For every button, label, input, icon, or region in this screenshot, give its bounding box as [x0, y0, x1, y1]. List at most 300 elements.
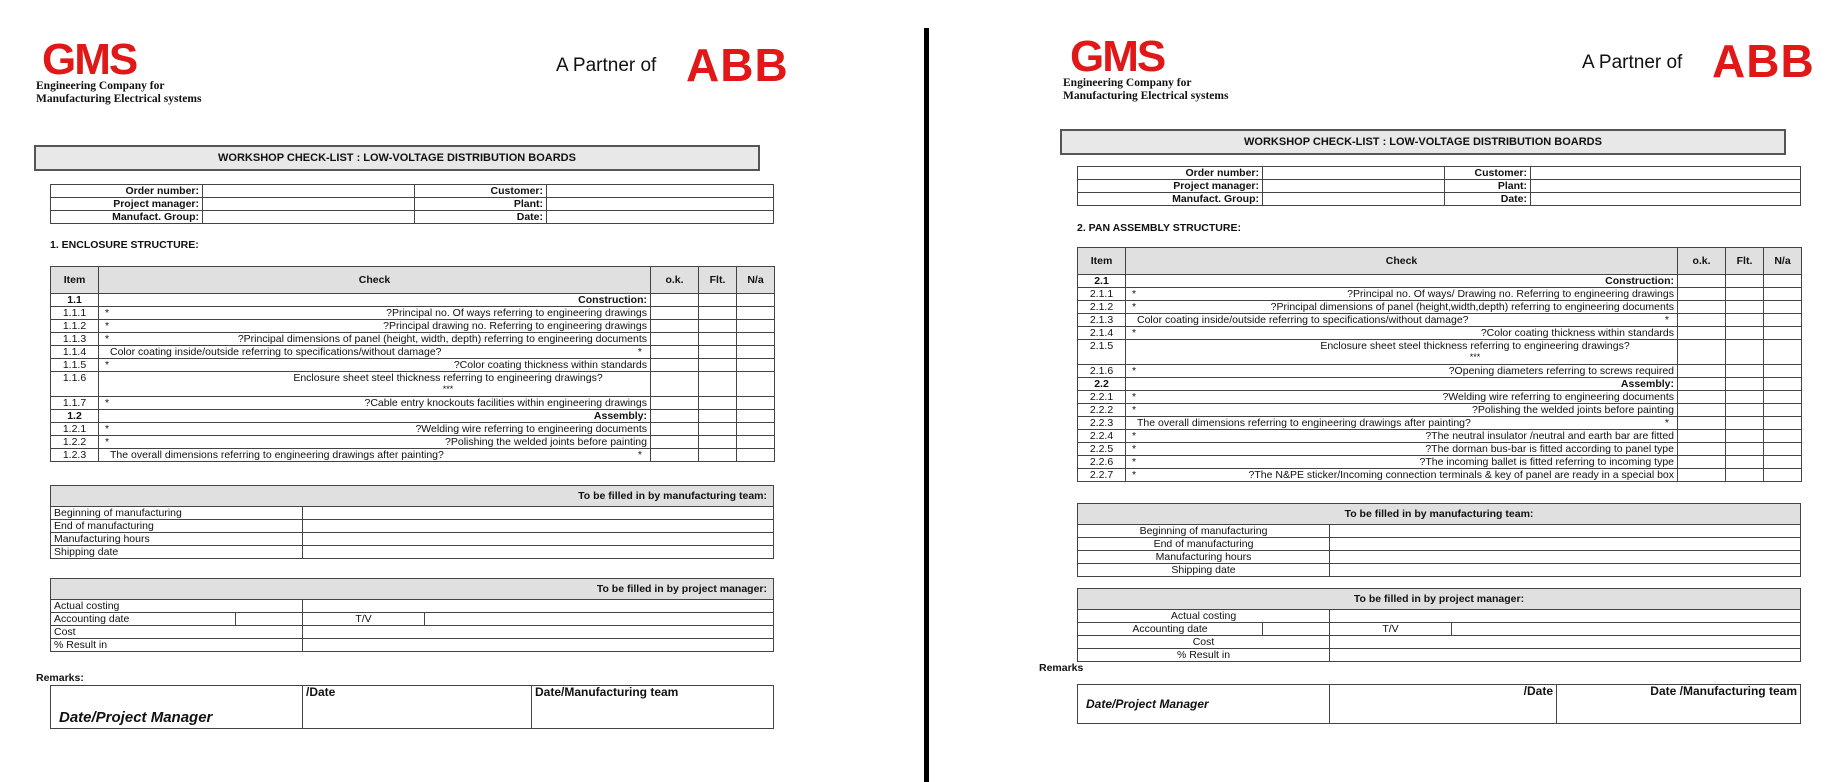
- flt-cell[interactable]: [1726, 443, 1764, 456]
- na-cell[interactable]: [737, 449, 775, 462]
- remarks-label: Remarks:: [36, 672, 84, 684]
- shipping-label: Shipping date: [1078, 564, 1330, 577]
- check-description: Enclosure sheet steel thickness referring to engineering drawings?: [1320, 340, 1630, 352]
- check-row: [51, 320, 775, 333]
- check-description: The overall dimensions referring to engineering drawings after painting?: [110, 449, 444, 461]
- abb-logo: ABB: [1712, 35, 1815, 87]
- star-marker: *: [105, 307, 110, 319]
- check-text: [1126, 430, 1678, 443]
- order-number-value[interactable]: [203, 185, 415, 198]
- ok-cell[interactable]: [651, 397, 699, 410]
- item-number: 2.1.3: [1078, 314, 1126, 327]
- date-value[interactable]: [547, 211, 774, 224]
- check-text: Assembly:: [1126, 378, 1678, 391]
- ok-cell[interactable]: [651, 333, 699, 346]
- actual-costing-value[interactable]: [1330, 610, 1801, 623]
- result-value[interactable]: [303, 639, 774, 652]
- flt-cell[interactable]: [1726, 430, 1764, 443]
- ok-cell[interactable]: [1678, 430, 1726, 443]
- check-text: Construction:: [99, 294, 651, 307]
- group-row: [1078, 378, 1802, 391]
- na-cell[interactable]: [737, 410, 775, 423]
- check-description: The overall dimensions referring to engineering drawings after painting?: [1137, 417, 1471, 429]
- na-cell[interactable]: [737, 423, 775, 436]
- ok-cell[interactable]: [1678, 456, 1726, 469]
- ok-cell[interactable]: [651, 423, 699, 436]
- star-marker: *: [1132, 404, 1137, 416]
- manufact-group-value[interactable]: [1263, 193, 1445, 206]
- manufact-group-label: Manufact. Group:: [51, 211, 203, 224]
- na-cell[interactable]: [1764, 404, 1802, 417]
- check-row: [51, 346, 775, 359]
- item-number: 2.2.7: [1078, 469, 1126, 482]
- flt-cell[interactable]: [1726, 340, 1764, 365]
- check-row: [51, 372, 775, 397]
- item-number: 2.1.5: [1078, 340, 1126, 365]
- company-subtitle: [36, 80, 201, 106]
- check-description: ?Welding wire referring to engineering documents: [415, 423, 647, 435]
- item-number: 2.2.3: [1078, 417, 1126, 430]
- flt-cell[interactable]: [699, 449, 737, 462]
- item-number: 1.1: [51, 294, 99, 307]
- flt-cell[interactable]: [699, 333, 737, 346]
- na-cell[interactable]: [1764, 417, 1802, 430]
- subtitle-line-1: Engineering Company for: [1063, 77, 1192, 89]
- shipping-label: Shipping date: [51, 546, 303, 559]
- tail-marker: ***: [1469, 352, 1481, 362]
- ok-cell[interactable]: [651, 307, 699, 320]
- check-description: Color coating inside/outside referring to specifications/without damage?: [1137, 314, 1469, 326]
- item-number: 2.1.4: [1078, 327, 1126, 340]
- remarks-label: Remarks: [1039, 662, 1084, 674]
- partner-text: A Partner of: [556, 55, 657, 76]
- star-marker: *: [105, 359, 110, 371]
- tail-marker: *: [1664, 417, 1669, 429]
- na-cell[interactable]: [1764, 340, 1802, 365]
- check-description: ?Principal no. Of ways/ Drawing no. Referring to engineering drawings: [1347, 288, 1674, 300]
- check-text: [1126, 365, 1678, 378]
- cost-label: Cost: [1078, 636, 1330, 649]
- cost-label: Cost: [51, 626, 303, 639]
- order-number-label: Order number:: [1078, 167, 1263, 180]
- na-cell[interactable]: [737, 436, 775, 449]
- hours-value[interactable]: [1330, 551, 1801, 564]
- subtitle-line-1: Engineering Company for: [36, 80, 165, 92]
- ok-cell[interactable]: [1678, 340, 1726, 365]
- item-number: 2.2: [1078, 378, 1126, 391]
- star-marker: *: [1132, 288, 1137, 300]
- check-description: Enclosure sheet steel thickness referring to engineering drawings?: [293, 372, 603, 384]
- customer-value[interactable]: [547, 185, 774, 198]
- col-flt: Flt.: [1726, 248, 1764, 275]
- col-ok: o.k.: [651, 267, 699, 294]
- item-number: 1.1.4: [51, 346, 99, 359]
- result-value[interactable]: [1330, 649, 1801, 662]
- item-number: 1.2.3: [51, 449, 99, 462]
- check-text: [99, 333, 651, 346]
- check-description: ?The incoming ballet is fitted referring to incoming type: [1419, 456, 1674, 468]
- check-text: [99, 307, 651, 320]
- item-number: 1.1.3: [51, 333, 99, 346]
- flt-cell[interactable]: [1726, 275, 1764, 288]
- item-number: 2.2.5: [1078, 443, 1126, 456]
- item-number: 1.1.7: [51, 397, 99, 410]
- check-row: [1078, 314, 1802, 327]
- ok-cell[interactable]: [651, 320, 699, 333]
- manufacturing-team-title: To be filled in by manufacturing team:: [1078, 504, 1801, 525]
- flt-cell[interactable]: [1726, 378, 1764, 391]
- flt-cell[interactable]: [1726, 456, 1764, 469]
- customer-label: Customer:: [415, 185, 547, 198]
- signature-table: [50, 685, 774, 729]
- check-text: [1126, 327, 1678, 340]
- plant-label: Plant:: [1445, 180, 1531, 193]
- date-project-manager[interactable]: Date/Project Manager: [1078, 685, 1330, 724]
- ok-cell[interactable]: [651, 436, 699, 449]
- check-row: [51, 436, 775, 449]
- flt-cell[interactable]: [1726, 288, 1764, 301]
- item-number: 1.1.5: [51, 359, 99, 372]
- check-text: [99, 359, 651, 372]
- na-cell[interactable]: [1764, 391, 1802, 404]
- star-marker: *: [105, 436, 110, 448]
- na-cell[interactable]: [737, 346, 775, 359]
- na-cell[interactable]: [737, 333, 775, 346]
- tail-marker: *: [1664, 314, 1669, 326]
- manufact-group-label: Manufact. Group:: [1078, 193, 1263, 206]
- check-text: [1126, 469, 1678, 482]
- manufacturing-team-table: [50, 485, 774, 559]
- na-cell[interactable]: [737, 372, 775, 397]
- check-description: Color coating inside/outside referring to specifications/without damage?: [110, 346, 442, 358]
- check-text: [99, 449, 651, 462]
- na-cell[interactable]: [1764, 288, 1802, 301]
- check-text: [99, 436, 651, 449]
- col-item: Item: [51, 267, 99, 294]
- gms-logo: GMS: [42, 35, 137, 84]
- check-text: [99, 346, 651, 359]
- ok-cell[interactable]: [1678, 378, 1726, 391]
- tv-label: T/V: [1330, 623, 1452, 636]
- check-description: ?Color coating thickness within standards: [1480, 327, 1674, 339]
- check-description: ?Color coating thickness within standards: [453, 359, 647, 371]
- checklist-page-2: [930, 0, 1848, 782]
- end-value[interactable]: [303, 520, 774, 533]
- plant-value[interactable]: [547, 198, 774, 211]
- check-description: ?Principal dimensions of panel (height, width, depth) referring to engineering documents: [237, 333, 647, 345]
- ok-cell[interactable]: [651, 346, 699, 359]
- check-text: Construction:: [1126, 275, 1678, 288]
- project-manager-value[interactable]: [203, 198, 415, 211]
- item-number: 2.2.4: [1078, 430, 1126, 443]
- ok-cell[interactable]: [1678, 301, 1726, 314]
- beginning-label: Beginning of manufacturing: [51, 507, 303, 520]
- check-description: ?Polishing the welded joints before painting: [1472, 404, 1674, 416]
- star-marker: *: [105, 397, 110, 409]
- check-description: ?Principal dimensions of panel (height,width,depth) referring to engineering documents: [1270, 301, 1674, 313]
- cost-value[interactable]: [303, 626, 774, 639]
- flt-cell[interactable]: [1726, 314, 1764, 327]
- item-number: 2.1.6: [1078, 365, 1126, 378]
- col-check: Check: [1126, 248, 1678, 275]
- star-marker: *: [1132, 443, 1137, 455]
- actual-costing-value[interactable]: [303, 600, 774, 613]
- section-title: 2. PAN ASSEMBLY STRUCTURE:: [1077, 222, 1241, 234]
- check-text: [1126, 340, 1678, 365]
- date-label: Date:: [1445, 193, 1531, 206]
- item-number: 1.2.1: [51, 423, 99, 436]
- star-marker: *: [1132, 469, 1137, 481]
- project-manager-table: [50, 578, 774, 652]
- item-number: 1.2.2: [51, 436, 99, 449]
- actual-costing-label: Actual costing: [1078, 610, 1330, 623]
- check-row: [1078, 456, 1802, 469]
- subtitle-line-2: Manufacturing Electrical systems: [1063, 90, 1229, 102]
- na-cell[interactable]: [737, 397, 775, 410]
- abb-logo: ABB: [686, 39, 789, 91]
- check-row: [1078, 391, 1802, 404]
- company-subtitle: [1063, 77, 1228, 103]
- item-number: 1.2: [51, 410, 99, 423]
- order-number-value[interactable]: [1263, 167, 1445, 180]
- flt-cell[interactable]: [699, 397, 737, 410]
- check-text: [1126, 443, 1678, 456]
- col-item: Item: [1078, 248, 1126, 275]
- date-value[interactable]: [1531, 193, 1801, 206]
- ok-cell[interactable]: [1678, 275, 1726, 288]
- item-number: 1.1.2: [51, 320, 99, 333]
- tail-marker: ***: [442, 384, 454, 394]
- item-number: 2.1.2: [1078, 301, 1126, 314]
- check-text: [99, 372, 651, 397]
- na-cell[interactable]: [737, 359, 775, 372]
- signature-date[interactable]: /Date: [1330, 685, 1557, 724]
- ok-cell[interactable]: [1678, 417, 1726, 430]
- na-cell[interactable]: [737, 294, 775, 307]
- na-cell[interactable]: [1764, 314, 1802, 327]
- check-row: [1078, 417, 1802, 430]
- group-row: [51, 294, 775, 307]
- check-text: [99, 320, 651, 333]
- actual-costing-label: Actual costing: [51, 600, 303, 613]
- check-row: [51, 449, 775, 462]
- flt-cell[interactable]: [699, 410, 737, 423]
- cost-value[interactable]: [1330, 636, 1801, 649]
- na-cell[interactable]: [737, 307, 775, 320]
- flt-cell[interactable]: [1726, 469, 1764, 482]
- check-row: [51, 359, 775, 372]
- accounting-date-value[interactable]: [1263, 623, 1330, 636]
- ok-cell[interactable]: [1678, 443, 1726, 456]
- ok-cell[interactable]: [651, 294, 699, 307]
- ok-cell[interactable]: [651, 410, 699, 423]
- ok-cell[interactable]: [1678, 288, 1726, 301]
- col-flt: Flt.: [699, 267, 737, 294]
- item-number: 2.1.1: [1078, 288, 1126, 301]
- check-text: [1126, 301, 1678, 314]
- shipping-value[interactable]: [303, 546, 774, 559]
- flt-cell[interactable]: [1726, 391, 1764, 404]
- check-table: [50, 266, 775, 462]
- order-info-table: [1077, 166, 1801, 206]
- flt-cell[interactable]: [1726, 365, 1764, 378]
- check-row: [1078, 288, 1802, 301]
- na-cell[interactable]: [1764, 456, 1802, 469]
- end-value[interactable]: [1330, 538, 1801, 551]
- check-row: [1078, 340, 1802, 365]
- flt-cell[interactable]: [699, 372, 737, 397]
- check-text: [1126, 404, 1678, 417]
- date-project-manager[interactable]: Date/Project Manager: [51, 686, 303, 729]
- ok-cell[interactable]: [1678, 365, 1726, 378]
- flt-cell[interactable]: [699, 307, 737, 320]
- col-na: N/a: [737, 267, 775, 294]
- tail-marker: *: [637, 449, 642, 461]
- ok-cell[interactable]: [651, 449, 699, 462]
- project-manager-title: To be filled in by project manager:: [1078, 589, 1801, 610]
- check-description: ?The N&PE sticker/Incoming connection terminals & key of panel are ready in a special box: [1248, 469, 1674, 481]
- ok-cell[interactable]: [1678, 314, 1726, 327]
- date-manufacturing-team[interactable]: Date /Manufacturing team: [1557, 685, 1801, 724]
- na-cell[interactable]: [1764, 301, 1802, 314]
- beginning-value[interactable]: [1330, 525, 1801, 538]
- check-row: [1078, 301, 1802, 314]
- check-row: [1078, 443, 1802, 456]
- flt-cell[interactable]: [699, 320, 737, 333]
- flt-cell[interactable]: [699, 346, 737, 359]
- check-row: [1078, 327, 1802, 340]
- check-text: [99, 397, 651, 410]
- page-title: WORKSHOP CHECK-LIST : LOW-VOLTAGE DISTRIBUTION BOARDS: [34, 145, 760, 171]
- na-cell[interactable]: [1764, 275, 1802, 288]
- hours-label: Manufacturing hours: [1078, 551, 1330, 564]
- check-row: [1078, 365, 1802, 378]
- check-text: [1126, 417, 1678, 430]
- check-description: ?The neutral insulator /neutral and earth bar are fitted: [1425, 430, 1674, 442]
- check-description: ?Welding wire referring to engineering documents: [1442, 391, 1674, 403]
- flt-cell[interactable]: [1726, 301, 1764, 314]
- ok-cell[interactable]: [651, 372, 699, 397]
- tv-value[interactable]: [425, 613, 774, 626]
- signature-table: [1077, 684, 1801, 724]
- ok-cell[interactable]: [1678, 469, 1726, 482]
- plant-label: Plant:: [415, 198, 547, 211]
- tail-marker: *: [637, 346, 642, 358]
- project-manager-table: [1077, 588, 1801, 662]
- star-marker: *: [105, 320, 110, 332]
- check-description: ?Principal no. Of ways referring to engineering drawings: [386, 307, 647, 319]
- check-table: [1077, 247, 1802, 482]
- check-text: [99, 423, 651, 436]
- group-row: [1078, 275, 1802, 288]
- manufact-group-value[interactable]: [203, 211, 415, 224]
- flt-cell[interactable]: [1726, 417, 1764, 430]
- group-row: [51, 410, 775, 423]
- project-manager-label: Project manager:: [51, 198, 203, 211]
- signature-date[interactable]: /Date: [303, 686, 532, 729]
- date-label: Date:: [415, 211, 547, 224]
- na-cell[interactable]: [1764, 378, 1802, 391]
- project-manager-title: To be filled in by project manager:: [51, 579, 774, 600]
- ok-cell[interactable]: [1678, 327, 1726, 340]
- check-row: [51, 307, 775, 320]
- na-cell[interactable]: [1764, 443, 1802, 456]
- na-cell[interactable]: [1764, 327, 1802, 340]
- check-row: [51, 423, 775, 436]
- flt-cell[interactable]: [699, 359, 737, 372]
- flt-cell[interactable]: [699, 294, 737, 307]
- subtitle-line-2: Manufacturing Electrical systems: [36, 93, 202, 105]
- tv-label: T/V: [303, 613, 425, 626]
- check-text: [1126, 391, 1678, 404]
- col-check: Check: [99, 267, 651, 294]
- check-text: [1126, 456, 1678, 469]
- item-number: 2.2.2: [1078, 404, 1126, 417]
- check-row: [1078, 430, 1802, 443]
- na-cell[interactable]: [1764, 365, 1802, 378]
- date-manufacturing-team[interactable]: Date/Manufacturing team: [532, 686, 774, 729]
- manufacturing-team-title: To be filled in by manufacturing team:: [51, 486, 774, 507]
- section-title: 1. ENCLOSURE STRUCTURE:: [50, 239, 199, 251]
- page-title: WORKSHOP CHECK-LIST : LOW-VOLTAGE DISTRIBUTION BOARDS: [1060, 129, 1786, 155]
- na-cell[interactable]: [1764, 469, 1802, 482]
- order-number-label: Order number:: [51, 185, 203, 198]
- item-number: 2.1: [1078, 275, 1126, 288]
- flt-cell[interactable]: [699, 436, 737, 449]
- accounting-date-label: Accounting date: [1078, 623, 1263, 636]
- flt-cell[interactable]: [1726, 404, 1764, 417]
- flt-cell[interactable]: [1726, 327, 1764, 340]
- ok-cell[interactable]: [1678, 391, 1726, 404]
- plant-value[interactable]: [1531, 180, 1801, 193]
- star-marker: *: [105, 423, 110, 435]
- star-marker: *: [105, 333, 110, 345]
- check-description: ?The dorman bus-bar is fitted according to panel type: [1425, 443, 1674, 455]
- check-text: [1126, 314, 1678, 327]
- partner-text: A Partner of: [1582, 52, 1683, 73]
- item-number: 2.2.1: [1078, 391, 1126, 404]
- result-label: % Result in: [51, 639, 303, 652]
- manufacturing-team-table: [1077, 503, 1801, 577]
- end-label: End of manufacturing: [51, 520, 303, 533]
- beginning-value[interactable]: [303, 507, 774, 520]
- star-marker: *: [1132, 327, 1137, 339]
- accounting-date-value[interactable]: [236, 613, 303, 626]
- shipping-value[interactable]: [1330, 564, 1801, 577]
- check-text: [1126, 288, 1678, 301]
- customer-value[interactable]: [1531, 167, 1801, 180]
- hours-value[interactable]: [303, 533, 774, 546]
- check-row: [1078, 469, 1802, 482]
- check-description: ?Cable entry knockouts facilities within engineering drawings: [364, 397, 647, 409]
- beginning-label: Beginning of manufacturing: [1078, 525, 1330, 538]
- item-number: 2.2.6: [1078, 456, 1126, 469]
- ok-cell[interactable]: [1678, 404, 1726, 417]
- item-number: 1.1.1: [51, 307, 99, 320]
- star-marker: *: [1132, 391, 1137, 403]
- item-number: 1.1.6: [51, 372, 99, 397]
- na-cell[interactable]: [737, 320, 775, 333]
- project-manager-value[interactable]: [1263, 180, 1445, 193]
- tv-value[interactable]: [1452, 623, 1801, 636]
- gms-logo: GMS: [1070, 32, 1165, 81]
- ok-cell[interactable]: [651, 359, 699, 372]
- check-row: [1078, 404, 1802, 417]
- flt-cell[interactable]: [699, 423, 737, 436]
- na-cell[interactable]: [1764, 430, 1802, 443]
- accounting-date-label: Accounting date: [51, 613, 236, 626]
- star-marker: *: [1132, 365, 1137, 377]
